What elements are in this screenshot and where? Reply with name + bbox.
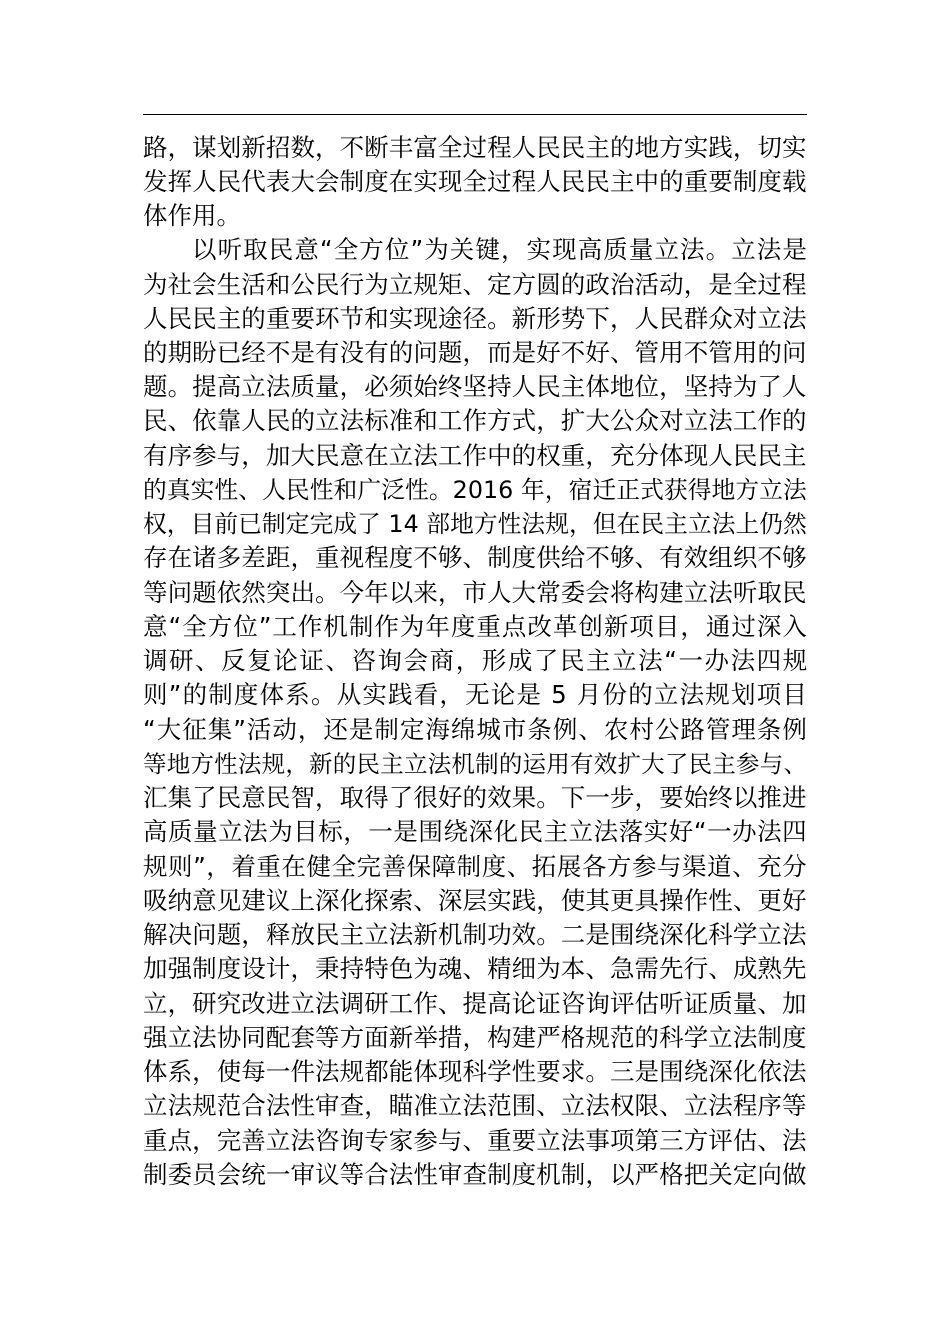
text-line: 吸纳意见建议上深化探索、深层实践，使其更具操作性、更好	[143, 886, 807, 915]
text-line: 的期盼已经不是有没有的问题，而是好不好、管用不管用的问	[143, 338, 807, 367]
header-rule	[143, 114, 807, 115]
text-line: 汇集了民意民智，取得了很好的效果。下一步，要始终以推进	[143, 783, 807, 812]
text-line: 民、依靠人民的立法标准和工作方式，扩大公众对立法工作的	[143, 406, 807, 435]
text-line: 权，目前已制定完成了 14 部地方性法规，但在民主立法上仍然	[143, 510, 807, 538]
paragraph-first-line: 以听取民意“全方位”为关键，实现高质量立法。立法是	[192, 235, 808, 264]
text-line: 题。提高立法质量，必须始终坚持人民主体地位，坚持为了人	[143, 372, 807, 401]
text-line: 高质量立法为目标，一是围绕深化民主立法落实好“一办法四	[143, 817, 808, 846]
text-line: 的真实性、人民性和广泛性。2016 年，宿迁正式获得地方立法	[143, 476, 807, 504]
text-line: 有序参与，加大民意在立法工作中的权重，充分体现人民民主	[143, 441, 807, 470]
text-line: 体系，使每一件法规都能体现科学性要求。三是围绕深化依法	[143, 1057, 807, 1086]
text-line: 立法规范合法性审查，瞄准立法范围、立法权限、立法程序等	[143, 1091, 807, 1120]
text-line: “大征集”活动，还是制定海绵城市条例、农村公路管理条例	[143, 715, 808, 744]
text-line: 立，研究改进立法调研工作、提高论证咨询评估听证质量、加	[143, 989, 807, 1018]
text-line: 人民民主的重要环节和实现途径。新形势下，人民群众对立法	[143, 304, 807, 333]
text-line: 则”的制度体系。从实践看，无论是 5 月份的立法规划项目	[143, 680, 809, 709]
text-line: 路，谋划新招数，不断丰富全过程人民民主的地方实践，切实	[143, 133, 807, 162]
text-line: 体作用。	[143, 201, 241, 230]
text-line: 规则”，着重在健全完善保障制度、拓展各方参与渠道、充分	[143, 852, 808, 881]
text-line: 等地方性法规，新的民主立法机制的运用有效扩大了民主参与、	[143, 750, 808, 778]
text-line: 加强制度设计，秉持特色为魂、精细为本、急需先行、成熟先	[143, 954, 807, 983]
text-line: 制委员会统一审议等合法性审查制度机制，以严格把关定向做	[143, 1160, 807, 1189]
text-line: 强立法协同配套等方面新举措，构建严格规范的科学立法制度	[143, 1023, 807, 1052]
text-line: 重点，完善立法咨询专家参与、重要立法事项第三方评估、法	[143, 1126, 807, 1155]
text-line: 调研、反复论证、咨询会商，形成了民主立法“一办法四规	[143, 646, 809, 675]
text-line: 为社会生活和公民行为立规矩、定方圆的政治活动，是全过程	[143, 270, 807, 299]
text-line: 意“全方位”工作机制作为年度重点改革创新项目，通过深入	[143, 612, 808, 641]
text-line: 发挥人民代表大会制度在实现全过程人民民主中的重要制度载	[143, 167, 807, 196]
text-line: 等问题依然突出。今年以来，市人大常委会将构建立法听取民	[143, 578, 807, 607]
text-line: 存在诸多差距，重视程度不够、制度供给不够、有效组织不够	[143, 543, 807, 572]
text-line: 解决问题，释放民主立法新机制功效。二是围绕深化科学立法	[143, 920, 807, 949]
